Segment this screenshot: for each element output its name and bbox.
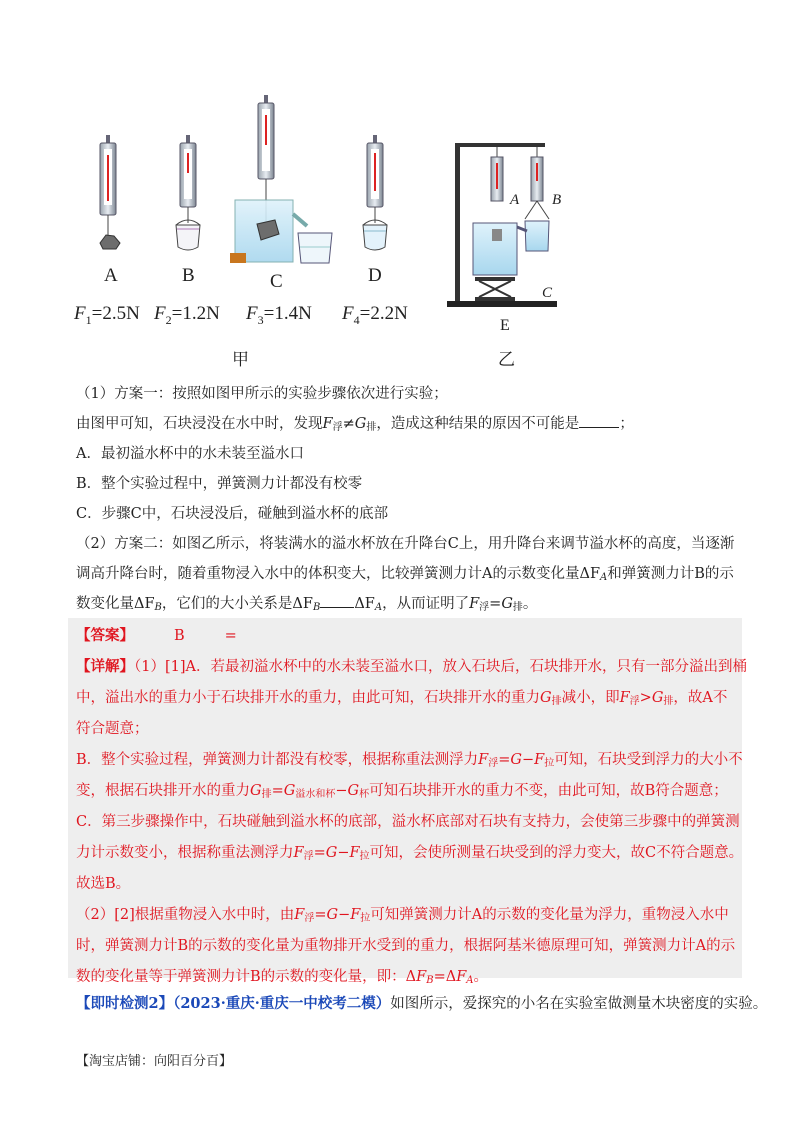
q2-line3: 数变化量$\Delta F_B$，它们的大小关系是$\Delta F_B$ $\Delta F_A$，从而证明了$F_浮=G_排$。 <box>76 592 537 613</box>
option-c: C．步骤C中，石块浸没后，碰触到溢水杯的底部 <box>76 506 389 522</box>
label-a: A <box>104 265 118 286</box>
detail-l9: （2）[2]根据重物浸入水中时，由$F_浮=G-F_拉$可知弹簧测力计A的示数的变化量为浮力，重物浸入水中 <box>76 907 729 924</box>
e-label-a: A <box>510 192 520 208</box>
detail-l3: 符合题意； <box>76 721 149 737</box>
detail-l1: 【详解】（1）[1]A．若最初溢水杯中的水未装至溢水口，放入石块后，石块排开水，只有一部分溢出到桶 <box>76 658 747 675</box>
overflow-cup <box>235 200 307 262</box>
detail-l5: 变，根据石块排开水的重力$G_排=G_{溢水和杯}-G_杯$可知石块排开水的重力不变，由此可知，故B符合题意； <box>76 783 728 800</box>
e-label-c: C <box>542 285 553 301</box>
q1-title: （1）方案一：按照如图甲所示的实验步骤依次进行实验； <box>76 386 448 402</box>
answer-blank-2[interactable] <box>320 593 354 608</box>
answer-blank-1[interactable] <box>579 413 619 428</box>
experiment-figure <box>60 95 580 370</box>
force-f3: $F_3=1.4N$ <box>246 303 312 327</box>
detail-l11: 数的变化量等于弹簧测力计B的示数的变化量，即：$\Delta F_B=\Delta F_A$。 <box>76 969 488 986</box>
q2-line2: 调高升降台时，随着重物浸入水中的体积变大，比较弹簧测力计A的示数变化量$\Delta F_A$和弹簧测力计B的示 <box>76 566 734 583</box>
spring-scale-d <box>363 135 387 250</box>
option-b: B．整个实验过程中，弹簧测力计都没有校零 <box>76 476 363 492</box>
detail-l2: 中，溢出水的重力小于石块排开水的重力，由此可知，石块排开水的重力$G_排$减小，即$F_浮>G_排$，故A不 <box>76 690 728 707</box>
footer-shop: 【淘宝店铺：向阳百分百】 <box>76 1054 233 1069</box>
detail-l4: B．整个实验过程，弹簧测力计都没有校零，根据称重法测浮力$F_浮=G-F_拉$可知，石块受到浮力的大小不 <box>76 752 743 769</box>
caption-yi: 乙 <box>498 350 515 370</box>
spring-scale-b <box>176 135 200 250</box>
detail-l10: 时，弹簧测力计B的示数的变化量为重物排开水受到的重力，根据阿基米德原理可知，弹簧测力计A的示 <box>76 938 736 954</box>
next-question: 【即时检测2】（2023·重庆·重庆一中校考二模）如图所示，爱探究的小名在实验室做测量木块密度的实验。 <box>76 995 768 1012</box>
label-d: D <box>368 265 382 286</box>
e-label-b: B <box>552 192 562 208</box>
detail-l6: C．第三步骤操作中，石块碰触到溢水杯的底部，溢水杯底部对石块有支持力，会使第三步骤中的弹簧测 <box>76 814 740 830</box>
label-b: B <box>182 265 195 286</box>
detail-l7: 力计示数变小，根据称重法测浮力$F_浮=G-F_拉$可知，会使所测量石块受到的浮力变大，故C不符合题意。 <box>76 845 744 862</box>
answer-line: 【答案】 B = <box>76 627 237 644</box>
force-f4: $F_4=2.2N$ <box>342 303 408 327</box>
detail-l8: 故选B。 <box>76 876 131 892</box>
caption-jia: 甲 <box>232 350 249 370</box>
catch-bucket <box>298 233 332 263</box>
spring-scale-a <box>100 135 120 249</box>
force-f1: $F_1=2.5N$ <box>74 303 140 327</box>
force-f2: $F_2=1.2N$ <box>154 303 220 327</box>
option-a: A．最初溢水杯中的水未装至溢水口 <box>76 446 304 462</box>
e-label-e: E <box>500 317 510 334</box>
apparatus-e <box>447 143 557 307</box>
q2-line1: （2）方案二：如图乙所示，将装满水的溢水杯放在升降台C上，用升降台来调节溢水杯的高度，当逐渐 <box>76 536 735 552</box>
block <box>230 253 246 263</box>
q1-stem: 由图甲可知，石块浸没在水中时，发现$F_浮\ne G_排$，造成这种结果的原因不可能是 ； <box>76 412 634 433</box>
label-c: C <box>270 271 283 292</box>
